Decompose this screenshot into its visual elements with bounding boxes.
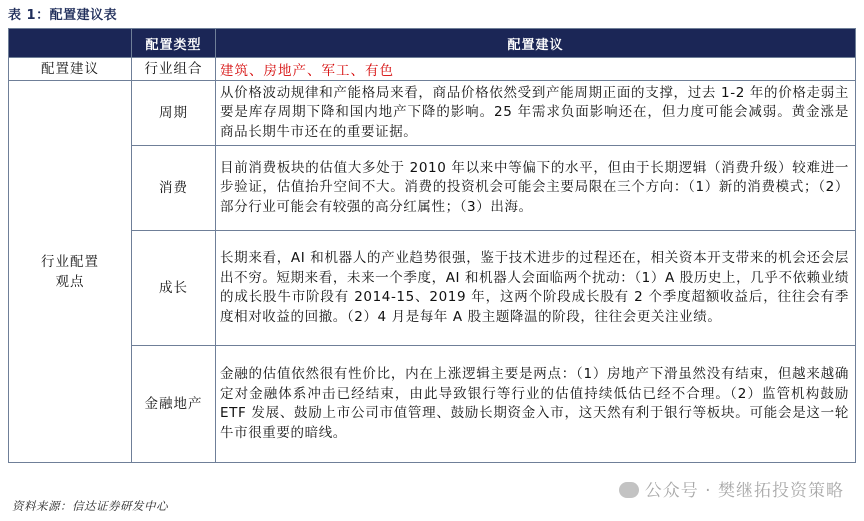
section-label-text: 行业配置观点 (41, 253, 99, 290)
table-caption: 表 1：配置建议表 (8, 8, 118, 23)
row-type: 消费 (132, 146, 216, 231)
row-type: 周期 (132, 81, 216, 146)
table-row-industry (9, 58, 856, 81)
row-text: 从价格波动规律和产能格局来看，商品价格依然受到产能周期正面的支撑，过去 1-2 年的价格走弱主要是库存周期下降和国内地产下降的影响。25 年需求负面影响还在，但力度可能会减弱。黄金涨是商品长期牛市还在的重要证据。 (216, 81, 856, 146)
watermark-text: 公众号 · 樊继拓投资策略 (644, 481, 844, 501)
section-label (9, 81, 132, 463)
row-text: 金融的估值依然很有性价比，内在上涨逻辑主要是两点：（1）房地产下滑虽然没有结束，但越来越确定对金融体系冲击已经结束，由此导致银行等行业的估值持续低估已经不合理。（2）监管机构鼓励 ETF 发展、鼓励上市公司市值管理、鼓励长期资金入市，这天然有利于银行等板块。可能会是这一轮牛市很重要的暗线。 (216, 346, 856, 463)
header-config-type: 配置类型 (132, 29, 216, 58)
table-row (9, 346, 856, 463)
row-type: 金融地产 (132, 346, 216, 463)
row-text: 目前消费板块的估值大多处于 2010 年以来中等偏下的水平，但由于长期逻辑（消费升级）较难进一步验证，估值抬升空间不大。消费的投资机会可能会主要局限在三个方向：（1）新的消费模式；（2）部分行业可能会有较强的高分红属性；（3）出海。 (216, 146, 856, 231)
table-row (9, 81, 856, 146)
config-table (8, 28, 856, 463)
table-header-row (9, 29, 856, 58)
table-row (9, 146, 856, 231)
wechat-icon (619, 482, 639, 498)
row-text: 长期来看，AI 和机器人的产业趋势很强，鉴于技术进步的过程还在，相关资本开支带来的机会还会层出不穷。短期来看，未来一个季度，AI 和机器人会面临两个扰动：（1）A 股历史上，几乎不依赖业绩的成长股牛市阶段有 2014-15、2019 年，这两个阶段成长股有 2 个季度超额收益后，往往会有季度相对收益的回撤。（2）4 月是每年 A 股主题降温的阶段，往往会更关注业绩。 (216, 231, 856, 346)
header-empty (9, 29, 132, 58)
source-note: 资料来源：信达证券研发中心 (12, 499, 168, 513)
row-label-config: 配置建议 (9, 58, 132, 81)
industry-combo-value: 建筑、房地产、军工、有色 (216, 58, 856, 81)
row-type-industry: 行业组合 (132, 58, 216, 81)
header-config-suggestion: 配置建议 (216, 29, 856, 58)
table-row (9, 231, 856, 346)
watermark (619, 476, 844, 501)
row-type: 成长 (132, 231, 216, 346)
